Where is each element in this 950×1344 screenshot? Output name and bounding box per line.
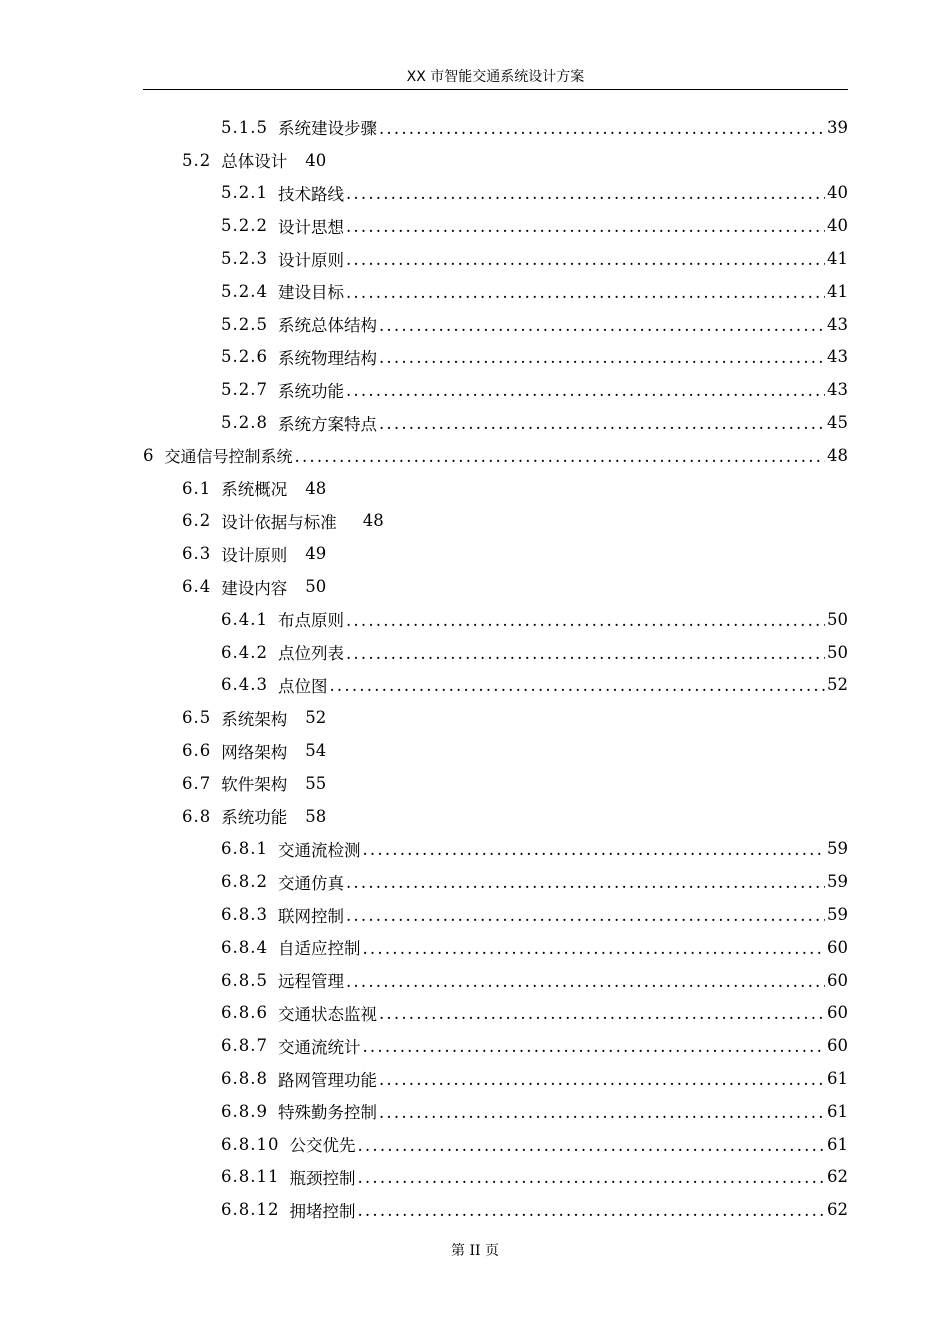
toc-entry-page: 48 <box>827 445 848 465</box>
toc-entry-page: 52 <box>827 675 848 695</box>
toc-entry-page: 50 <box>305 577 327 597</box>
toc-entry-title: 公交优先 <box>289 1136 356 1156</box>
toc-entry[interactable] <box>143 209 848 242</box>
toc-entry-number: 5.2.2 <box>221 216 268 236</box>
toc-entry-title: 设计依据与标准 <box>221 512 337 532</box>
toc-entry-number: 5.2.5 <box>221 314 268 334</box>
dot-leader <box>379 348 825 367</box>
toc-entry[interactable] <box>143 472 848 505</box>
toc-entry-page: 62 <box>827 1200 848 1220</box>
dot-leader <box>362 1037 825 1056</box>
toc-entry-title: 建设目标 <box>277 283 344 303</box>
toc-entry[interactable] <box>143 767 848 800</box>
toc-entry-page: 43 <box>827 314 848 334</box>
toc-entry-number: 6.8.9 <box>221 1101 268 1121</box>
toc-entry-page: 45 <box>827 413 848 433</box>
toc-entry-number: 6.7 <box>182 773 212 793</box>
toc-entry-number: 6.4 <box>182 577 212 597</box>
dot-leader <box>357 1168 825 1187</box>
toc-entry-page: 61 <box>827 1134 848 1154</box>
toc-entry-page: 59 <box>827 839 848 859</box>
toc-entry-number: 5.2.1 <box>221 183 268 203</box>
header-divider <box>143 89 848 90</box>
toc-entry[interactable] <box>143 177 848 210</box>
dot-leader <box>379 1103 825 1122</box>
toc-entry-number: 6.8.12 <box>221 1200 280 1220</box>
toc-entry-number: 6.3 <box>182 544 212 564</box>
toc-entry-title: 设计原则 <box>277 250 344 270</box>
dot-leader <box>346 906 825 925</box>
toc-entry[interactable] <box>143 865 848 898</box>
toc-entry[interactable] <box>143 111 848 144</box>
toc-entry[interactable] <box>143 603 848 636</box>
toc-entry-number: 5.1.5 <box>221 117 268 137</box>
toc-entry-page: 49 <box>305 544 327 564</box>
toc-entry-title: 系统总体结构 <box>277 316 377 336</box>
toc-entry-title: 系统方案特点 <box>277 414 377 434</box>
toc-entry-number: 6.8 <box>182 806 212 826</box>
toc-entry-page: 60 <box>827 1003 848 1023</box>
dot-leader <box>379 414 825 433</box>
toc-entry-title: 系统建设步骤 <box>277 119 377 139</box>
dot-leader <box>346 873 825 892</box>
toc-entry-title: 自适应控制 <box>277 939 361 959</box>
toc-entry-title: 拥堵控制 <box>289 1201 356 1221</box>
toc-entry-number: 6.8.10 <box>221 1134 280 1154</box>
toc-entry-title: 交通信号控制系统 <box>164 446 293 466</box>
toc-entry-number: 5.2.4 <box>221 281 268 301</box>
toc-entry-title: 系统架构 <box>221 709 288 729</box>
dot-leader <box>329 676 825 695</box>
toc-entry-title: 设计思想 <box>277 217 344 237</box>
toc-entry-number: 6.8.8 <box>221 1069 268 1088</box>
toc-entry[interactable] <box>143 406 848 439</box>
toc-entry-number: 6.4.2 <box>221 642 268 662</box>
toc-entry[interactable] <box>143 701 848 734</box>
toc-entry-number: 6 <box>143 445 155 465</box>
toc-entry-page: 61 <box>827 1069 848 1088</box>
page-number-footer: 第 II 页 <box>451 1243 499 1259</box>
toc-entry-page: 55 <box>305 773 327 793</box>
toc-entry-number: 6.8.7 <box>221 1036 268 1056</box>
dot-leader <box>346 972 825 991</box>
toc-entry-title: 设计原则 <box>221 545 288 565</box>
toc-entry[interactable] <box>143 341 848 374</box>
toc-entry[interactable] <box>143 1161 848 1194</box>
dot-leader <box>295 447 825 466</box>
toc-entry-number: 6.1 <box>182 478 212 498</box>
toc-entry-page: 40 <box>305 150 327 170</box>
toc-entry[interactable] <box>143 570 848 603</box>
dot-leader <box>362 840 825 859</box>
toc-entry-page: 59 <box>827 905 848 925</box>
toc-entry-page: 50 <box>827 642 848 662</box>
toc-entry[interactable] <box>143 505 848 538</box>
toc-entry-number: 5.2.7 <box>221 380 268 400</box>
dot-leader <box>379 316 825 335</box>
toc-entry[interactable] <box>143 308 848 341</box>
dot-leader <box>346 250 825 269</box>
dot-leader <box>346 283 825 302</box>
toc-entry-page: 48 <box>305 478 327 498</box>
toc-entry-title: 布点原则 <box>277 611 344 631</box>
toc-entry[interactable] <box>143 537 848 570</box>
dot-leader <box>379 1070 825 1089</box>
toc-entry-page: 41 <box>827 281 848 301</box>
dot-leader <box>346 644 825 663</box>
toc-entry[interactable] <box>143 669 848 702</box>
toc-entry-number: 5.2.6 <box>221 347 268 367</box>
toc-entry-page: 43 <box>827 347 848 367</box>
toc-entry-page: 54 <box>305 741 327 761</box>
toc-entry-number: 6.8.3 <box>221 905 268 925</box>
toc-entry-title: 远程管理 <box>277 972 344 992</box>
toc-entry-number: 6.2 <box>182 511 212 531</box>
dot-leader <box>379 1004 825 1023</box>
toc-entry-page: 50 <box>827 609 848 629</box>
toc-entry[interactable] <box>143 734 848 767</box>
toc-entry-number: 6.8.1 <box>221 839 268 859</box>
toc-entry-page: 62 <box>827 1167 848 1187</box>
toc-entry[interactable] <box>143 636 848 669</box>
toc-entry-number: 6.4.1 <box>221 609 268 629</box>
toc-entry-number: 6.8.4 <box>221 937 268 957</box>
dot-leader <box>357 1201 825 1220</box>
toc-entry-page: 39 <box>827 117 848 137</box>
toc-entry-number: 6.8.5 <box>221 970 268 990</box>
toc-entry[interactable] <box>143 275 848 308</box>
toc-entry-title: 总体设计 <box>221 152 288 172</box>
toc-entry-page: 59 <box>827 872 848 892</box>
page-header-title: XX 市智能交通系统设计方案 <box>406 69 585 85</box>
dot-leader <box>346 611 825 630</box>
dot-leader <box>357 1136 825 1155</box>
toc-entry[interactable] <box>143 1095 848 1128</box>
dot-leader <box>362 939 825 958</box>
toc-entry-number: 6.8.11 <box>221 1167 280 1187</box>
toc-entry-page: 60 <box>827 1036 848 1056</box>
toc-entry[interactable] <box>143 898 848 931</box>
toc-entry-number: 6.5 <box>182 708 212 728</box>
toc-entry[interactable] <box>143 1128 848 1161</box>
toc-entry-title: 系统概况 <box>221 480 288 500</box>
toc-entry-title: 建设内容 <box>221 578 288 598</box>
toc-entry-number: 6.4.3 <box>221 675 268 695</box>
toc-entry[interactable] <box>143 1029 848 1062</box>
toc-entry-title: 系统功能 <box>277 381 344 401</box>
toc-entry-number: 6.8.2 <box>221 872 268 892</box>
toc-entry[interactable] <box>143 800 848 833</box>
toc-entry-title: 交通仿真 <box>277 873 344 893</box>
toc-entry-title: 点位列表 <box>277 644 344 664</box>
toc-entry-page: 60 <box>827 970 848 990</box>
toc-entry[interactable] <box>143 144 848 177</box>
toc-entry[interactable] <box>143 439 848 472</box>
toc-entry[interactable] <box>143 833 848 866</box>
toc-entry-page: 40 <box>827 216 848 236</box>
toc-entry-title: 软件架构 <box>221 775 288 795</box>
toc-entry-title: 特殊勤务控制 <box>277 1103 377 1123</box>
dot-leader <box>346 184 825 203</box>
toc-entry-title: 系统物理结构 <box>277 348 377 368</box>
toc-entry[interactable] <box>143 373 848 406</box>
toc-entry-number: 5.2 <box>182 150 212 170</box>
toc-entry-page: 41 <box>827 249 848 269</box>
toc-entry-number: 5.2.8 <box>221 413 268 433</box>
toc-entry-title: 网络架构 <box>221 742 288 762</box>
toc-entry-title: 交通流检测 <box>277 840 361 860</box>
toc-entry[interactable] <box>143 1062 848 1095</box>
toc-entry-page: 52 <box>305 708 327 728</box>
toc-entry[interactable] <box>143 242 848 275</box>
toc-entry[interactable] <box>143 1193 848 1226</box>
dot-leader <box>346 217 825 236</box>
dot-leader <box>346 381 825 400</box>
toc-entry-title: 瓶颈控制 <box>289 1168 356 1188</box>
toc-entry-page: 48 <box>362 511 384 531</box>
toc-entry-number: 5.2.3 <box>221 249 268 269</box>
toc-entry[interactable] <box>143 964 848 997</box>
toc-entry-page: 60 <box>827 937 848 957</box>
toc-entry-title: 点位图 <box>277 676 328 696</box>
toc-entry-title: 路网管理功能 <box>277 1070 377 1090</box>
toc-entry-title: 交通流统计 <box>277 1037 361 1057</box>
toc-entry-title: 技术路线 <box>277 184 344 204</box>
toc-entry-page: 40 <box>827 183 848 203</box>
toc-entry[interactable] <box>143 997 848 1030</box>
toc-entry-title: 交通状态监视 <box>277 1004 377 1024</box>
toc-entry-page: 58 <box>305 806 327 826</box>
toc-entry-number: 6.8.6 <box>221 1003 268 1023</box>
toc-entry-page: 43 <box>827 380 848 400</box>
toc-entry-title: 联网控制 <box>277 906 344 926</box>
toc-entry-page: 61 <box>827 1101 848 1121</box>
dot-leader <box>379 119 825 138</box>
toc-entry-title: 系统功能 <box>221 808 288 828</box>
toc-entry[interactable] <box>143 931 848 964</box>
toc-entry-number: 6.6 <box>182 741 212 761</box>
table-of-contents <box>143 111 848 1226</box>
